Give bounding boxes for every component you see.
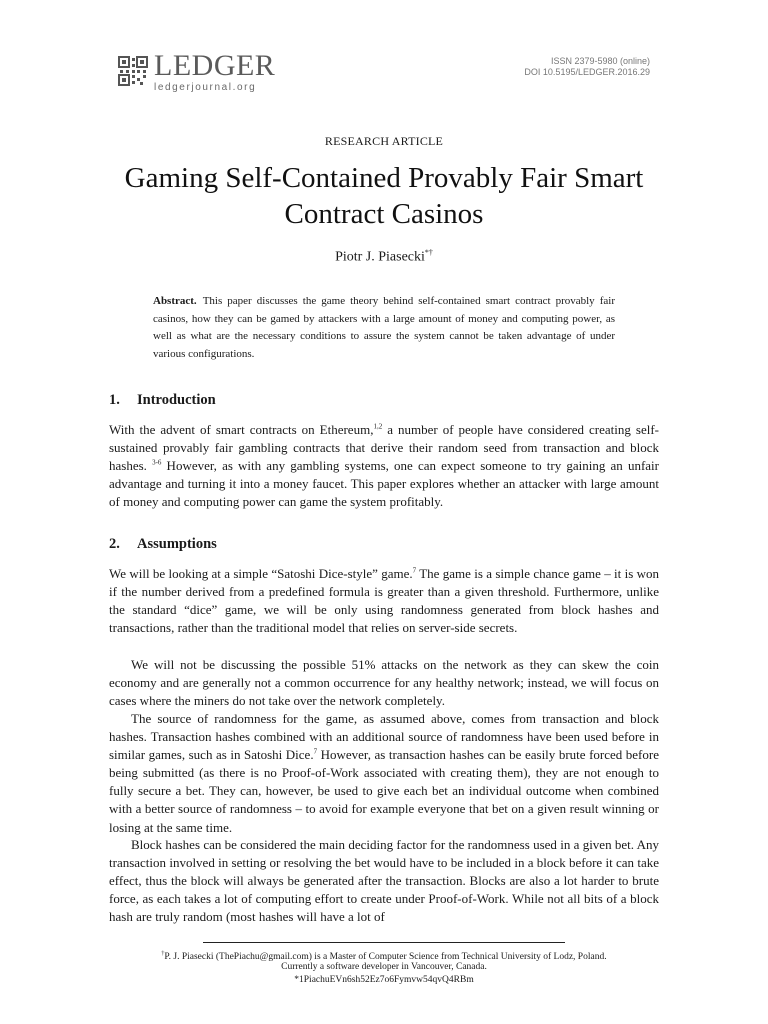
- text-run: a number of people have considered creating self-sustained provably fair gambling contracts that derive their random seed from transaction and block hashes.: [109, 422, 659, 474]
- footnote-location: Currently a software developer in Vancouver, Canada.: [281, 962, 487, 972]
- citation-ref[interactable]: 7: [412, 566, 417, 575]
- author-line: [0, 248, 768, 266]
- text-run: However, as transaction hashes can be easily brute forced before being submitted (as there is no Proof-of-Work associated with creating them), they are not enough to fully secure a bet. They can, however, be used to give each bet an individual outcome when combined with a better source of randomness – to avoid for example everyone that bet on a given result winning or losing at the same time.: [109, 747, 659, 835]
- footnote-mark: †: [161, 951, 165, 957]
- intro-paragraph: [109, 421, 659, 511]
- publication-meta: [524, 56, 650, 78]
- author-footnote-marks: *†: [424, 248, 433, 257]
- text-run: The source of randomness for the game, as assumed above, comes from transaction and block hashes. Transaction hashes combined with an additional source of randomness have been used before in similar games, such as in Satoshi Dice.: [109, 711, 659, 763]
- text-run: The game is a simple chance game – it is won if the number derived from a predefined formula is greater than a given threshold. Furthermore, unlike the standard “dice” game, we will be only using randomness generated from block hashes and transactions, rather than the traditional model that relies on server-side secrets.: [109, 566, 659, 636]
- citation-ref[interactable]: 7: [313, 747, 318, 756]
- abstract-label: Abstract.: [153, 295, 197, 307]
- assumptions-paragraph-4: Block hashes can be considered the main deciding factor for the randomness used in a given bet. Any transaction involved in setting or resolving the bet would have to be included in a block before it can take effect, thus the block will always be generated after the transaction. Blocks are also a lot harder to brute force, as each takes a lot of computing effort to create under Proof-of-Work. While not all bits of a block hash are truly random (most hashes will have a lot of: [109, 837, 659, 925]
- assumptions-paragraph-2: We will not be discussing the possible 51% attacks on the network as they can skew the coin economy and are generally not a common occurrence for any healthy network; instead, we will focus on cases where the miners do not take over the network completely.: [109, 657, 659, 709]
- text-run: However, as with any gambling systems, one can expect someone to try gaining an unfair advantage and turning it into a money faucet. This paper explores whether an attacker with large amount of money and computing power can game the system profitably.: [109, 458, 659, 510]
- citation-ref[interactable]: 1,2: [373, 422, 383, 431]
- assumptions-paragraph-3: [109, 710, 659, 837]
- abstract-text: This paper discusses the game theory behind self-contained smart contract provably fair casinos, how they can be gamed by attackers with a large amount of money and computing power, as well as what are the necessary conditions to assure the system cannot be taken advantage of under various configurations.: [153, 295, 615, 360]
- section-number: 2.: [109, 536, 120, 552]
- section-number: 1.: [109, 392, 120, 408]
- logo-wordmark: LEDGER: [154, 49, 276, 82]
- logo-url: ledgerjournal.org: [154, 82, 257, 93]
- section-heading-assumptions: [109, 536, 217, 553]
- article-type: RESEARCH ARTICLE: [324, 134, 444, 148]
- footnote-divider: [203, 942, 565, 943]
- section-title: Introduction: [137, 392, 216, 408]
- issn-text: ISSN 2379-5980 (online): [550, 56, 650, 66]
- paper-title: Gaming Self-Contained Provably Fair Smart Contract Casinos: [124, 162, 644, 230]
- author-name: Piotr J. Piasecki: [335, 249, 425, 265]
- text-run: We will be looking at a simple “Satoshi Dice-style” game.: [109, 566, 413, 581]
- footnote-text: P. J. Piasecki (ThePiachu@gmail.com) is a Master of Computer Science from Technical University of Lodz, Poland.: [164, 952, 607, 963]
- assumptions-paragraph-1: [109, 565, 659, 637]
- abstract: [153, 293, 615, 363]
- citation-ref[interactable]: 3-6: [152, 458, 162, 467]
- journal-logo[interactable]: [118, 49, 288, 94]
- text-run: With the advent of smart contracts on Ethereum,: [109, 422, 374, 437]
- section-title: Assumptions: [137, 536, 217, 552]
- footnote-address: *1PiachuEVn6sh52Ez7o6Fymvw54qvQ4RBm: [294, 975, 474, 985]
- doi-text[interactable]: DOI 10.5195/LEDGER.2016.29: [524, 67, 650, 77]
- qr-code-icon: [118, 56, 148, 86]
- section-heading-introduction: [109, 392, 216, 409]
